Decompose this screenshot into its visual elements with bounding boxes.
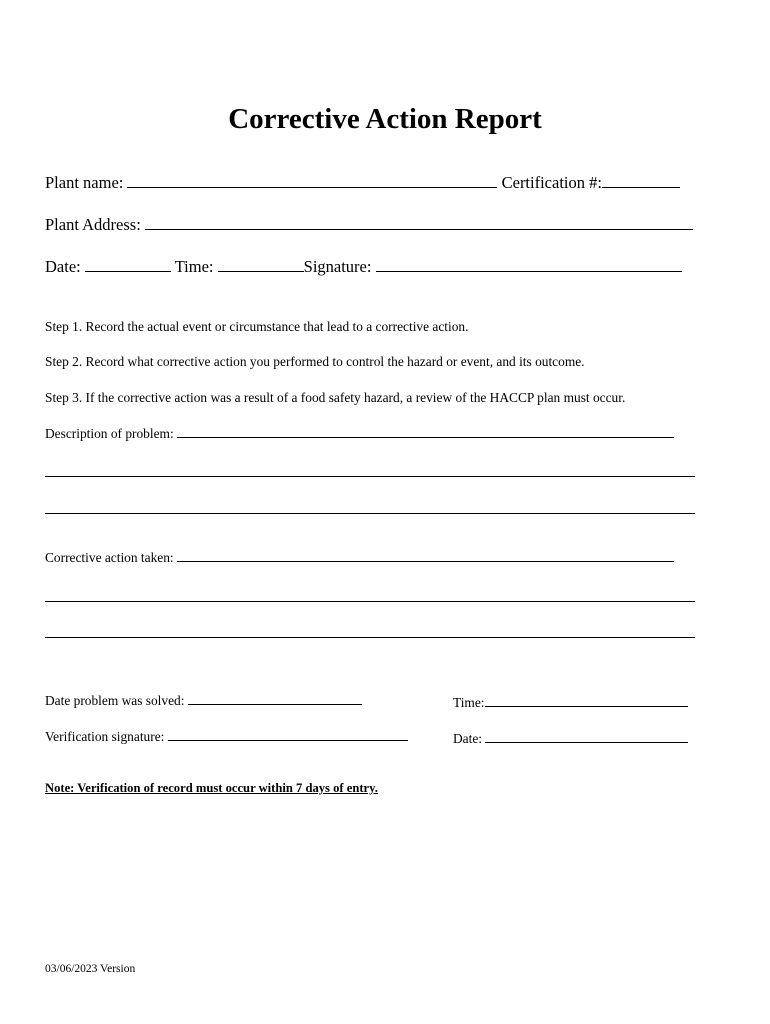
time-label: Time:	[174, 257, 214, 276]
date-solved-row	[45, 692, 362, 710]
page-title: Corrective Action Report	[228, 103, 542, 135]
description-field-line-2[interactable]	[45, 476, 695, 477]
verification-signature-field[interactable]	[168, 728, 408, 741]
plant-name-label: Plant name:	[45, 173, 124, 192]
plant-address-field[interactable]	[145, 214, 693, 230]
description-row	[45, 425, 674, 443]
date-time-signature-row	[45, 256, 682, 278]
description-field-line-1[interactable]	[177, 425, 674, 438]
time-solved-label: Time:	[453, 695, 485, 710]
verification-date-label: Date:	[453, 731, 482, 746]
date-field[interactable]	[85, 256, 171, 272]
verification-note: Note: Verification of record must occur within 7 days of entry.	[45, 781, 378, 795]
verification-row	[45, 728, 408, 746]
verification-date-row	[453, 728, 688, 748]
time-solved-row	[453, 692, 688, 712]
corrective-action-field-line-1[interactable]	[177, 549, 674, 562]
footer-version: 03/06/2023 Version	[45, 963, 136, 975]
certification-field[interactable]	[602, 172, 680, 188]
date-label: Date:	[45, 257, 81, 276]
step-3-text: Step 3. If the corrective action was a result of a food safety hazard, a review of the HACCP plan must occur.	[45, 390, 626, 405]
description-label: Description of problem:	[45, 426, 174, 441]
corrective-action-field-line-3[interactable]	[45, 637, 695, 638]
step-1-text: Step 1. Record the actual event or circumstance that lead to a corrective action.	[45, 319, 469, 334]
date-solved-field[interactable]	[188, 692, 362, 705]
description-field-line-3[interactable]	[45, 513, 695, 514]
signature-field[interactable]	[376, 256, 682, 272]
date-solved-label: Date problem was solved:	[45, 693, 185, 708]
signature-label: Signature:	[303, 257, 372, 276]
corrective-action-label: Corrective action taken:	[45, 550, 174, 565]
time-field[interactable]	[218, 256, 304, 272]
verification-signature-label: Verification signature:	[45, 729, 165, 744]
corrective-action-field-line-2[interactable]	[45, 601, 695, 602]
plant-address-row	[45, 214, 693, 236]
time-solved-field[interactable]	[485, 692, 688, 707]
plant-name-row	[45, 172, 680, 194]
plant-name-field[interactable]	[127, 172, 497, 188]
verification-date-field[interactable]	[485, 728, 688, 743]
certification-label: Certification #:	[501, 173, 602, 192]
step-2-text: Step 2. Record what corrective action you performed to control the hazard or event, and its outcome.	[45, 354, 585, 369]
corrective-action-row	[45, 549, 674, 567]
plant-address-label: Plant Address:	[45, 215, 141, 234]
